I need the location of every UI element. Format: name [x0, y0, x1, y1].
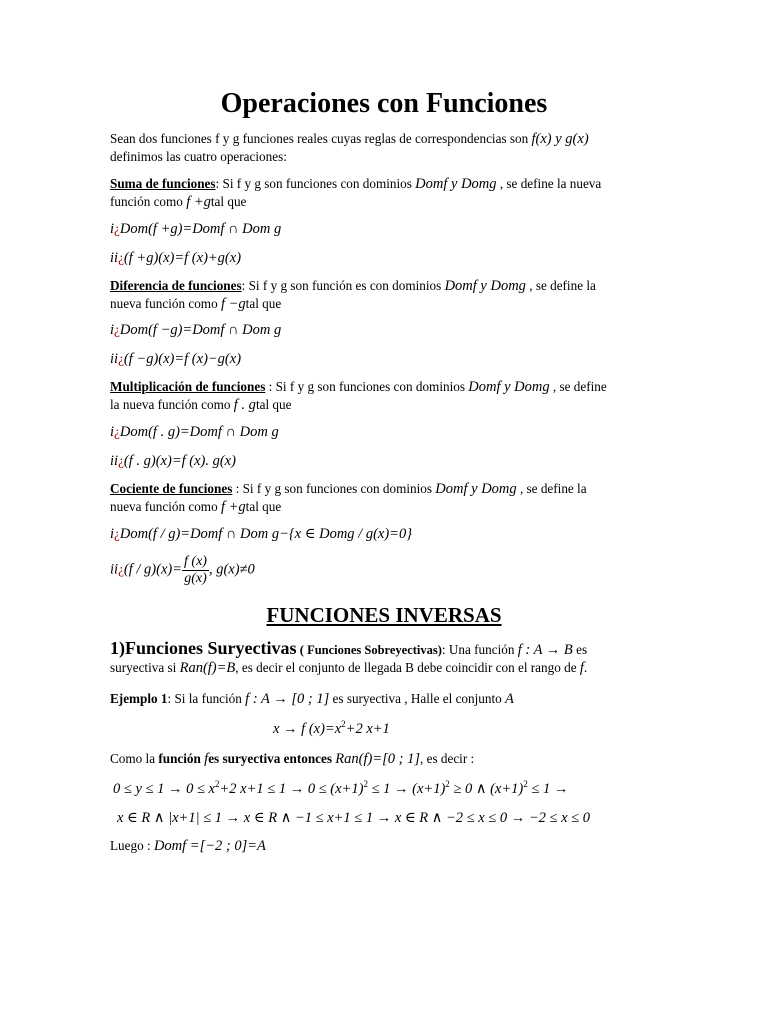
suma-formula-2 — [110, 249, 658, 267]
fraction — [182, 554, 209, 587]
multiplicacion-formula-2 — [110, 452, 658, 470]
luego-formula: Domf =[−2 ; 0]=A — [153, 838, 266, 854]
dif-text-b: , se define la — [525, 278, 596, 293]
multiplicacion-formula-1 — [110, 423, 658, 441]
formula-condition: , g(x)≠0 — [208, 561, 255, 578]
mult-text: : Si f y g son funciones con dominios — [265, 379, 469, 394]
mark: ¿ — [114, 526, 120, 541]
ejemplo-heading: Ejemplo 1 — [110, 691, 168, 706]
mult-domains: Domf y Domg — [468, 379, 550, 395]
exponent: 2 — [215, 779, 220, 789]
sury-text: : Una función — [441, 642, 518, 657]
coc-op: f +g — [220, 499, 246, 515]
label-ii: ii — [110, 250, 119, 266]
como-paragraph — [110, 750, 658, 768]
mark: ¿ — [118, 453, 124, 468]
suma-heading: Suma de funciones — [110, 176, 216, 191]
suma-definition — [110, 175, 658, 211]
inequality-chain-1 — [113, 780, 673, 798]
suryectiva-subheading: ( Funciones Sobreyectivas) — [299, 643, 442, 657]
mult-op: f . g — [233, 397, 256, 413]
sury-text-e: . — [583, 660, 588, 675]
sury-text-b: es — [572, 642, 588, 657]
suma-formula-1 — [110, 220, 658, 238]
label-i: i — [110, 526, 115, 542]
suma-domains: Domf y Domg — [415, 176, 497, 192]
como-f: f — [204, 751, 209, 767]
exponent: 2 — [523, 779, 528, 789]
cociente-formula-2 — [110, 554, 658, 587]
coc-text-d: tal que — [245, 499, 282, 514]
intro-math: f(x) y g(x) — [531, 131, 589, 147]
mark: ¿ — [114, 322, 120, 337]
luego-text: Luego : — [110, 838, 154, 853]
suryectiva-heading: 1)Funciones Suryectivas — [110, 638, 297, 658]
chain-part: +2 x+1 ≤ 1 → 0 ≤ (x+1) — [219, 781, 364, 797]
chain-part: 0 ≤ y ≤ 1 → 0 ≤ x — [113, 781, 215, 797]
sury-f: f — [579, 660, 584, 676]
dif-text: : Si f y g son función es con dominios — [241, 278, 445, 293]
suma-text: : Si f y g son funciones con dominios — [215, 176, 416, 191]
cociente-formula-1 — [110, 525, 658, 543]
chain-2: x ∈ R ∧ |x+1| ≤ 1 → x ∈ R ∧ −1 ≤ x+1 ≤ 1 → x ∈ R ∧ −2 ≤ x ≤ 0 → −2 ≤ x ≤ 0 — [117, 810, 591, 826]
formula: (f +g)(x)=f (x)+g(x) — [123, 250, 242, 266]
formula: Dom(f +g)=Domf ∩ Dom g — [119, 221, 282, 237]
label-ii: ii — [110, 351, 119, 367]
suryectiva-definition — [110, 640, 658, 677]
suma-text-b: , se define la nueva — [496, 176, 602, 191]
diferencia-definition — [110, 277, 658, 313]
mult-text-c: la nueva función como — [110, 397, 234, 412]
cociente-definition — [110, 480, 658, 516]
ej-map: f : A → [0 ; 1] — [245, 691, 330, 707]
mark: ¿ — [114, 221, 120, 236]
inequality-chain-2 — [117, 809, 677, 827]
label-ii: ii — [110, 561, 119, 578]
ej-text: : Si la función — [167, 691, 246, 706]
rule-b: +2 x+1 — [345, 721, 390, 737]
ej-set: A — [505, 691, 514, 707]
como-text-d: , es decir : — [420, 751, 475, 766]
dif-domains: Domf y Domg — [444, 278, 526, 294]
formula: (f / g)(x)= — [123, 561, 183, 578]
chain-part: ≤ 1 → — [527, 781, 569, 797]
sury-map: f : A → B — [517, 642, 573, 658]
como-text: Como la — [110, 751, 159, 766]
formula: Dom(f . g)=Domf ∩ Dom g — [119, 424, 279, 440]
sury-text-c: suryectiva si — [110, 660, 180, 675]
exponent: 2 — [341, 719, 346, 729]
intro-paragraph — [110, 130, 658, 165]
como-bold-2: es suryectiva entonces — [208, 751, 336, 766]
formula: (f −g)(x)=f (x)−g(x) — [123, 351, 242, 367]
mark: ¿ — [118, 351, 124, 366]
ejemplo-rule — [273, 720, 573, 738]
ej-text-b: es suryectiva , Halle el conjunto — [329, 691, 506, 706]
label-i: i — [110, 424, 115, 440]
sury-text-d: , es decir el conjunto de llegada B debe coincidir con el rango de — [235, 660, 580, 675]
diferencia-heading: Diferencia de funciones — [110, 278, 242, 293]
label-i: i — [110, 221, 115, 237]
dif-text-c: nueva función como — [110, 296, 221, 311]
intro-text-2: definimos las cuatro operaciones: — [110, 149, 287, 164]
mult-text-d: tal que — [255, 397, 292, 412]
label-ii: ii — [110, 453, 119, 469]
coc-domains: Domf y Domg — [435, 481, 517, 497]
section-heading: FUNCIONES INVERSAS — [266, 603, 502, 627]
diferencia-formula-1 — [110, 321, 658, 339]
page-title: Operaciones con Funciones — [220, 88, 548, 119]
como-ran: Ran(f)=[0 ; 1] — [335, 751, 420, 767]
chain-part: ≤ 1 → (x+1) — [367, 781, 446, 797]
mark: ¿ — [118, 561, 124, 577]
label-i: i — [110, 322, 115, 338]
coc-text: : Si f y g son funciones con dominios — [232, 481, 436, 496]
suma-op: f +g — [186, 194, 211, 210]
formula: (f . g)(x)=f (x). g(x) — [123, 453, 236, 469]
chain-part: ≥ 0 ∧ (x+1) — [449, 781, 524, 797]
formula: Dom(f −g)=Domf ∩ Dom g — [119, 322, 282, 338]
diferencia-formula-2 — [110, 350, 658, 368]
intro-text: Sean dos funciones f y g funciones reales cuyas reglas de correspondencias son — [110, 131, 532, 146]
sury-ran: Ran(f)=B — [179, 660, 236, 676]
multiplicacion-definition — [110, 378, 658, 414]
mult-text-b: , se define — [549, 379, 607, 394]
fraction-denominator: g(x) — [184, 571, 207, 586]
como-bold: función — [158, 751, 205, 766]
formula: Dom(f / g)=Domf ∩ Dom g−{x ∈ Domg / g(x)=0} — [119, 526, 412, 542]
exponent: 2 — [363, 779, 368, 789]
dif-op: f −g — [220, 296, 246, 312]
exponent: 2 — [445, 779, 450, 789]
coc-text-c: nueva función como — [110, 499, 221, 514]
suma-text-d: tal que — [210, 194, 247, 209]
ejemplo-statement — [110, 690, 658, 708]
cociente-heading: Cociente de funciones — [110, 481, 233, 496]
multiplicacion-heading: Multiplicación de funciones — [110, 379, 266, 394]
coc-text-b: , se define la — [516, 481, 587, 496]
luego-line — [110, 837, 658, 855]
fraction-numerator: f (x) — [184, 554, 207, 569]
suma-text-c: función como — [110, 194, 187, 209]
rule-a: x → f (x)=x — [273, 721, 342, 737]
dif-text-d: tal que — [245, 296, 282, 311]
mark: ¿ — [114, 424, 120, 439]
mark: ¿ — [118, 250, 124, 265]
